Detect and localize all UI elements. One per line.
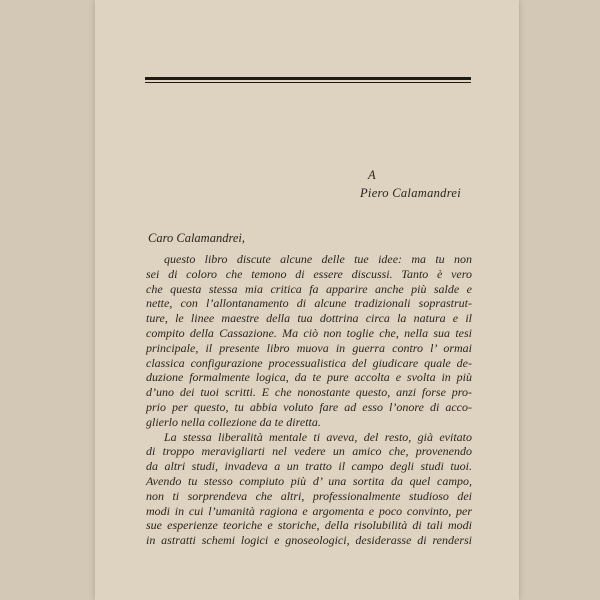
text-line: che questa stessa mia critica fa apparire anche più salde e <box>146 281 472 296</box>
text-line: principale, il presente libro muova in guerra contro l’ ormai <box>146 340 472 355</box>
text-line: da altri studi, invadeva a un tratto il campo degli studi tuoi. <box>146 459 472 474</box>
text-line: compito della Cassazione. Ma ciò non toglie che, nella sua tesi <box>146 325 472 340</box>
letter-body <box>146 252 472 548</box>
dedication-name: Piero Calamandrei <box>360 186 462 200</box>
header-rule-thick <box>145 77 471 80</box>
text-line: modi in cui l’umanità ragiona e argomenta e poco convinto, per <box>146 503 472 518</box>
text-line: prio per questo, tu abbia voluto fare ad esso l’onore di acco- <box>146 399 472 414</box>
text-line: glierlo nella collezione da te diretta. <box>146 414 321 429</box>
text-line: questo libro discute alcune delle tue idee: ma tu non <box>164 252 472 266</box>
text-line: Avendo tu stesso compiuto più d’ una sortita da quel campo, <box>146 473 472 488</box>
text-line: di troppo meravigliarti nel vedere un amico che, provenendo <box>146 444 472 459</box>
text-line: in astratti schemi logici e gnoseologici, desiderasse di rendersi <box>146 533 472 548</box>
text-line: La stessa liberalità mentale ti aveva, del resto, già evitato <box>164 429 472 444</box>
letter-greeting: Caro Calamandrei, <box>148 231 245 245</box>
text-line: non ti sorprendeva che altri, professionalmente studioso dei <box>146 488 472 503</box>
dedication-preposition: A <box>368 168 376 182</box>
text-line: nette, con l’allontanamento di alcune tradizionali soprastrut- <box>146 296 472 311</box>
text-line: sei di coloro che temono di essere discussi. Tanto è vero <box>146 266 472 281</box>
text-line: duzione formalmente logica, da te pure accolta e svolta in più <box>146 370 472 385</box>
text-line: classica configurazione processualistica del giudicare quale de- <box>146 355 472 370</box>
header-rule-thin <box>145 82 471 83</box>
text-line: ture, le linee maestre della tua dottrina circa la natura e il <box>146 311 472 326</box>
text-line: sue esperienze teoriche e storiche, della risolubilità di tali modi <box>146 518 472 533</box>
text-line: d’uno dei tuoi scritti. E che nonostante questo, anzi forse pro- <box>146 385 472 400</box>
